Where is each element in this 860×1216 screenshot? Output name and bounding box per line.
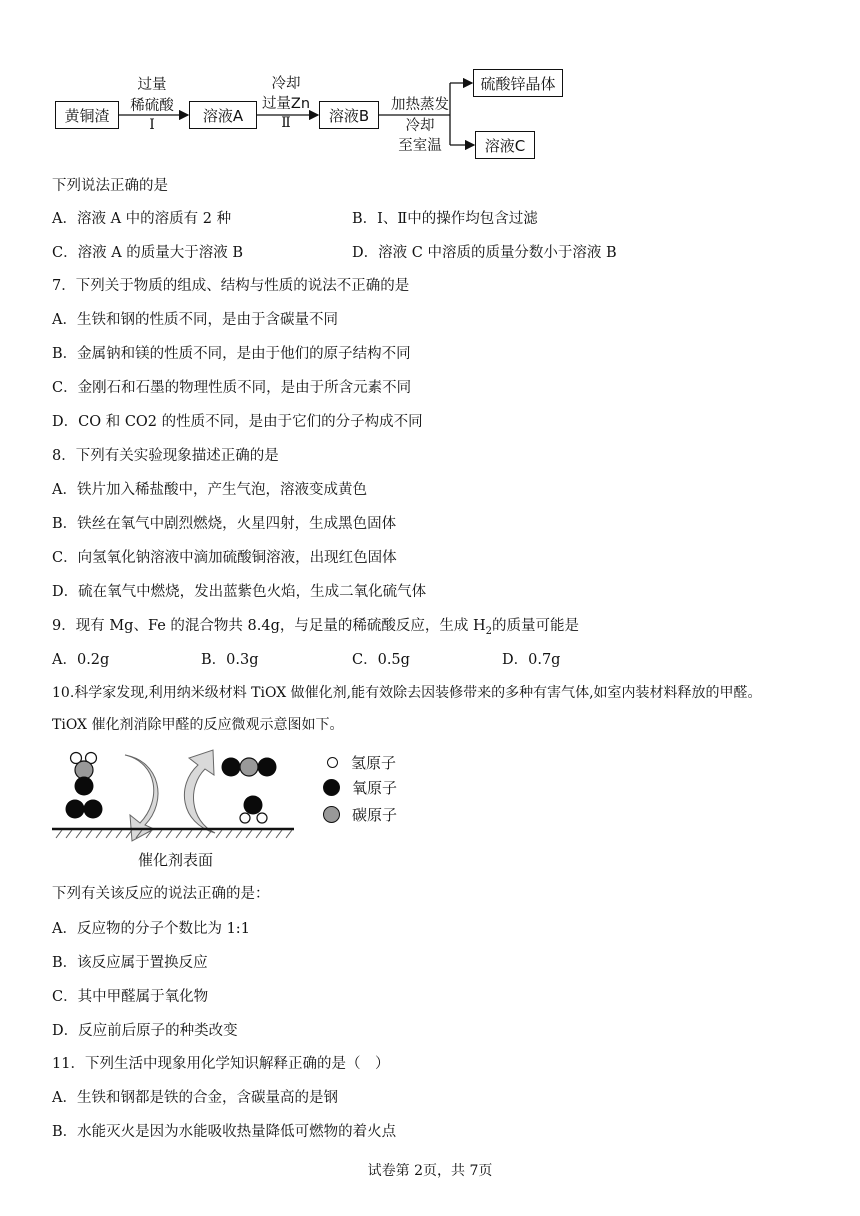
- q6-option-c: C．溶液 A 的质量大于溶液 B: [52, 245, 244, 261]
- o-atom: [84, 800, 103, 819]
- q9-stem-subscript: 2: [485, 625, 492, 637]
- legend-oxygen-label: 氧原子: [352, 779, 398, 797]
- flow-step3-cooling: 冷却: [405, 118, 435, 134]
- legend-oxygen: [323, 777, 397, 798]
- o-atom: [75, 777, 94, 796]
- q9-stem-pre: 9．现有 Mg、Fe 的混合物共 8.4g，与足量的稀硫酸反应，生成 H: [52, 618, 486, 634]
- formaldehyde-molecule: [71, 753, 97, 796]
- q9-option-a: A．0.2g: [52, 652, 110, 668]
- q9-stem: [52, 614, 579, 637]
- q7-option-d: D．CO 和 CO2 的性质不同，是由于它们的分子构成不同: [52, 414, 423, 430]
- q7-option-b: B．金属钠和镁的性质不同，是由于他们的原子结构不同: [52, 346, 411, 362]
- curved-arrow-return: [184, 750, 215, 833]
- flow-box-solution-a: 溶液A: [189, 101, 257, 129]
- c-atom: [75, 761, 93, 779]
- q7-stem: 7．下列关于物质的组成、结构与性质的说法不正确的是: [52, 278, 410, 294]
- flow-box-solution-b: 溶液B: [319, 101, 379, 129]
- q6-option-b: B．Ⅰ、Ⅱ中的操作均包含过滤: [352, 211, 538, 227]
- o-atom: [258, 758, 277, 777]
- q10-option-a: A．反应物的分子个数比为 1:1: [52, 921, 250, 937]
- q6-option-d: D．溶液 C 中溶质的质量分数小于溶液 B: [352, 245, 617, 261]
- q9-option-d: D．0.7g: [502, 652, 561, 668]
- flow-step1-reagent: 稀硫酸: [130, 98, 174, 114]
- flow-step3-heat-evaporate: 加热蒸发: [391, 97, 449, 113]
- o-atom: [244, 796, 263, 815]
- h-atom: [240, 813, 250, 823]
- legend-hydrogen-label: 氢原子: [351, 754, 397, 772]
- page-footer: 试卷第 2页，共 7页: [367, 1163, 493, 1179]
- flow-box-zinc-sulfate-crystal: 硫酸锌晶体: [473, 69, 563, 97]
- hydrogen-atom-icon: [327, 757, 338, 768]
- flow-box-start: 黄铜渣: [55, 101, 119, 129]
- q10-option-c: C．其中甲醛属于氧化物: [52, 989, 209, 1005]
- q11-option-a: A．生铁和钢都是铁的合金，含碳量高的是钢: [52, 1090, 338, 1106]
- water-molecule: [240, 796, 267, 824]
- q9-option-c: C．0.5g: [352, 652, 410, 668]
- flow-step1-reagent-amount: 过量: [137, 77, 167, 93]
- q6-option-a: A．溶液 A 中的溶质有 2 种: [52, 211, 232, 227]
- o-atom: [222, 758, 241, 777]
- q10-stem-line1: 10.科学家发现,利用纳米级材料 TiOX 做催化剂,能有效除去因装修带来的多种有害气体,如室内装材料释放的甲醛。: [52, 685, 762, 701]
- q11-stem: 11．下列生活中现象用化学知识解释正确的是（ ）: [52, 1056, 390, 1072]
- q10-stem-line2: TiOX 催化剂消除甲醛的反应微观示意图如下。: [52, 717, 344, 733]
- q7-option-a: A．生铁和钢的性质不同，是由于含碳量不同: [52, 312, 338, 328]
- flow-step2-reagent: 过量Zn: [261, 96, 311, 112]
- q8-option-b: B．铁丝在氧气中剧烈燃烧，火星四射，生成黑色固体: [52, 516, 397, 532]
- c-atom: [240, 758, 258, 776]
- flow-step3-room-temp: 至室温: [398, 138, 442, 154]
- q9-option-b: B．0.3g: [201, 652, 259, 668]
- oxygen-atom-icon: [323, 779, 340, 796]
- flow-arrows: [0, 0, 600, 170]
- q6-stem: 下列说法正确的是: [52, 178, 168, 194]
- legend-carbon-label: 碳原子: [352, 806, 398, 824]
- o-atom: [66, 800, 85, 819]
- q10-option-b: B．该反应属于置换反应: [52, 955, 208, 971]
- legend-carbon: [323, 804, 397, 825]
- q8-option-a: A．铁片加入稀盐酸中，产生气泡，溶液变成黄色: [52, 482, 367, 498]
- q8-option-c: C．向氢氧化钠溶液中滴加硫酸铜溶液，出现红色固体: [52, 550, 397, 566]
- catalyst-surface-line: [52, 826, 296, 842]
- q7-option-c: C．金刚石和石墨的物理性质不同，是由于所含元素不同: [52, 380, 412, 396]
- q11-option-b: B．水能灭火是因为水能吸收热量降低可燃物的着火点: [52, 1124, 397, 1140]
- flow-step1-number: Ⅰ: [149, 117, 155, 133]
- h-atom: [257, 813, 267, 823]
- co2-molecule: [222, 758, 277, 777]
- q8-stem: 8．下列有关实验现象描述正确的是: [52, 448, 279, 464]
- flow-step2-number: Ⅱ: [281, 115, 291, 131]
- flow-step2-cooling: 冷却: [271, 76, 301, 92]
- q10-option-d: D．反应前后原子的种类改变: [52, 1023, 238, 1039]
- oxygen-molecule: [66, 800, 103, 819]
- legend-hydrogen: [325, 752, 396, 773]
- q8-option-d: D．硫在氧气中燃烧，发出蓝紫色火焰，生成二氧化硫气体: [52, 584, 427, 600]
- carbon-atom-icon: [323, 806, 340, 823]
- catalyst-surface-label: 催化剂表面: [138, 851, 214, 869]
- q10-ask: 下列有关该反应的说法正确的是：: [52, 886, 270, 902]
- q9-stem-post: 的质量可能是: [492, 618, 579, 634]
- flow-box-solution-c: 溶液C: [475, 131, 535, 159]
